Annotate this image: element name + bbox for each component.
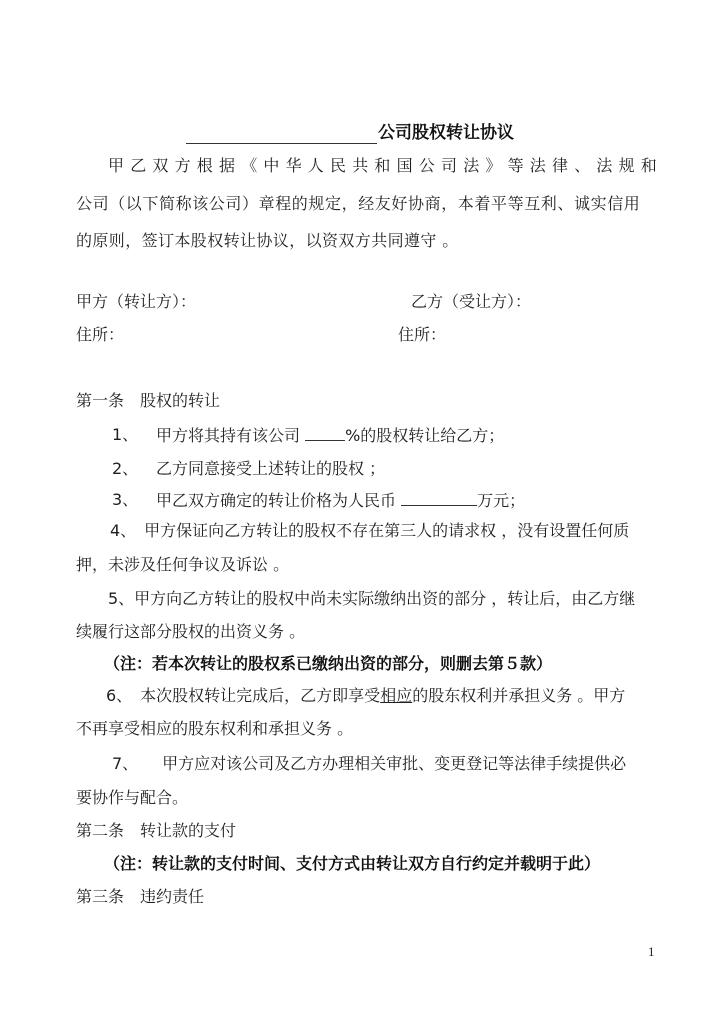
item-2: 乙方同意接受上述转让的股权 ； — [156, 459, 386, 478]
article-3-heading: 第三条 违约责任 — [76, 887, 205, 906]
preamble-line-1: 甲乙双方根据《中华人民共和国公司法》等法律、法规和 — [108, 156, 664, 175]
item-7-line-2: 要协作与配合。 — [76, 788, 189, 807]
price-blank[interactable] — [401, 490, 477, 506]
party-a-label: 甲方（转让方）： — [76, 292, 197, 311]
item-5-line-2: 续履行这部分股权的出资义务 。 — [76, 622, 306, 641]
item-7-line-1: 7、 甲方应对该公司及乙方办理相关审批、变更登记等法律手续提供必 — [112, 754, 627, 773]
article-2-note: （注：转让款的支付时间、支付方式由转让双方自行约定并载明于此） — [104, 854, 601, 873]
percentage-blank[interactable] — [305, 425, 345, 441]
page-number: 1 — [648, 944, 655, 959]
item-6-post: 的股东权利并承担义务 。甲方 — [412, 686, 626, 705]
article-1-heading: 第一条 股权的转让 — [76, 391, 221, 410]
party-b-address-label: 住所： — [398, 325, 447, 344]
item-1-pre: 甲方将其持有该公司 — [156, 426, 306, 445]
preamble-line-3: 的原则，签订本股权转让协议，以资双方共同遵守 。 — [76, 231, 459, 250]
item-6-pre: 6、 本次股权转让完成后，乙方即享受 — [106, 686, 381, 705]
item-6-line-2: 不再享受相应的股东权利和承担义务 。 — [76, 719, 354, 738]
party-b-label: 乙方（受让方）： — [411, 292, 532, 311]
party-a-address-label: 住所： — [76, 325, 125, 344]
item-1 — [156, 425, 504, 446]
article-2-heading: 第二条 转让款的支付 — [76, 821, 237, 840]
title-text: 公司股权转让协议 — [378, 123, 514, 143]
document-title — [186, 122, 514, 144]
item-4-line-2: 押，未涉及任何争议及诉讼 。 — [76, 555, 290, 574]
item-3-post: 万元； — [477, 491, 526, 510]
item-1-number: 1、 — [112, 425, 139, 444]
item-6-underlined: 相应 — [380, 686, 413, 705]
company-name-blank[interactable] — [186, 125, 377, 144]
article-1-note: （注：若本次转让的股权系已缴纳出资的部分，则删去第５款） — [104, 654, 553, 673]
item-1-post: %的股权转让给乙方； — [345, 426, 505, 445]
item-3 — [156, 490, 525, 511]
item-2-number: 2、 — [112, 459, 139, 478]
preamble-line-2: 公司（以下简称该公司）章程的规定，经友好协商，本着平等互利、诚实信用 — [76, 194, 641, 213]
item-3-number: 3、 — [112, 490, 139, 509]
item-5-line-1: 5、甲方向乙方转让的股权中尚未实际缴纳出资的部分 ，转让后，由乙方继 — [108, 589, 636, 608]
item-3-pre: 甲乙双方确定的转让价格为人民币 — [156, 491, 402, 510]
item-6-line-1 — [106, 686, 625, 706]
item-4-line-1: 4、 甲方保证向乙方转让的股权不存在第三人的请求权 ，没有设置任何质 — [110, 521, 630, 540]
